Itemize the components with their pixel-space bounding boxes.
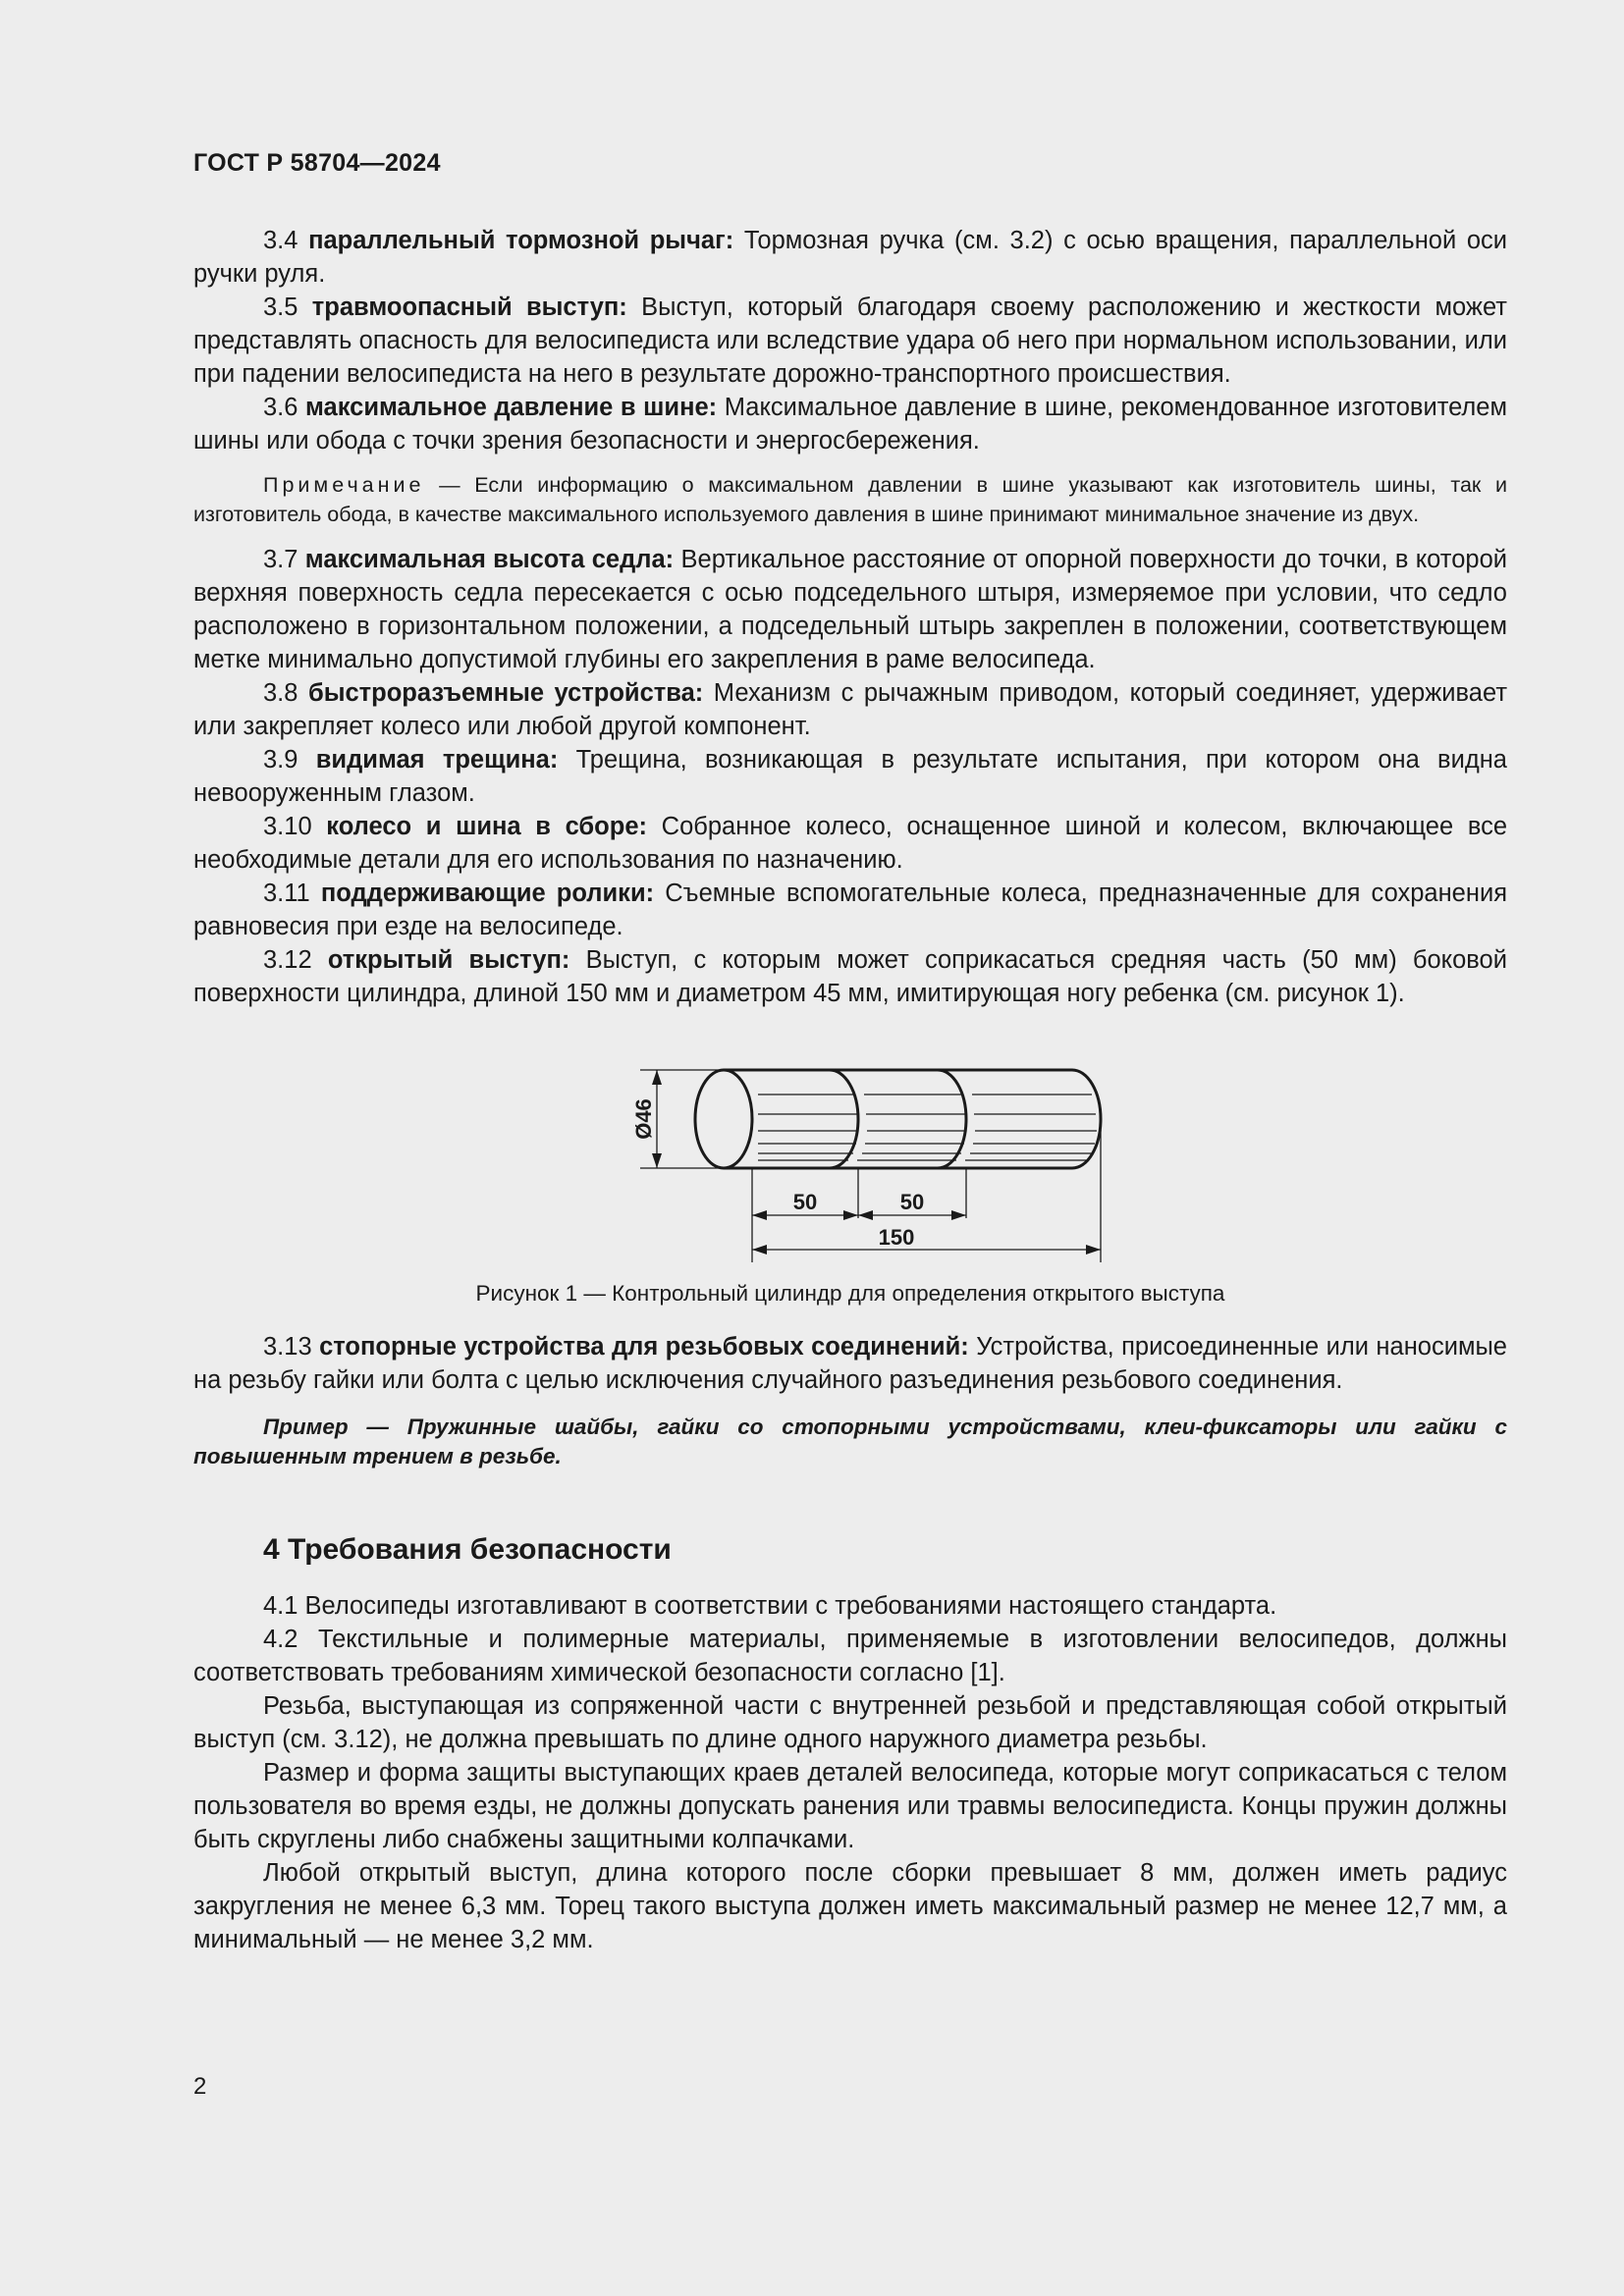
paragraph-4-2: 4.2 Текстильные и полимерные материалы, применяемые в изготовлении велосипедов, должны соответствовать требованиям химической безопасности согласно [1]. bbox=[193, 1626, 1507, 1686]
dim-diameter-label: Ø46 bbox=[631, 1098, 656, 1140]
section-heading: 4 Требования безопасности bbox=[263, 1533, 672, 1566]
paragraph-thread: Резьба, выступающая из сопряженной части с внутренней резьбой и представляющая собой открытый выступ (см. 3.12), не должна превышать по длине одного наружного диаметра резьбы. bbox=[193, 1692, 1507, 1753]
paragraph-4-1: 4.1 Велосипеды изготавливают в соответствии с требованиями настоящего стандарта. bbox=[263, 1592, 1277, 1620]
term: быстроразъемные устройства: bbox=[307, 679, 704, 707]
document-header: ГОСТ Р 58704—2024 bbox=[193, 149, 441, 177]
definition-3-8: 3.8 быстроразъемные устройства: Механизм с рычажным приводом, который соединяет, удерживает или закрепляет колесо или любой другой компонент. bbox=[193, 679, 1508, 740]
term: травмоопасный выступ: bbox=[311, 294, 627, 321]
definition-3-9: 3.9 видимая трещина: Трещина, возникающая в результате испытания, при котором она видна невооруженным глазом. bbox=[193, 746, 1507, 807]
definition-3-5: 3.5 травмоопасный выступ: Выступ, который благодаря своему расположению и жесткости может представлять опасность для велосипедиста или вследствие удара об него при нормальном использовании, или при падении велосипедиста на него в результате дорожно-транспортного происшествия. bbox=[193, 294, 1507, 388]
definition-3-4: 3.4 параллельный тормозной рычаг: Тормозная ручка (см. 3.2) с осью вращения, параллельной оси ручки руля. bbox=[193, 227, 1507, 288]
figure-1-cylinder bbox=[193, 1032, 1507, 1277]
definition-3-7: 3.7 максимальная высота седла: Вертикальное расстояние от опорной поверхности до точки, в которой верхняя поверхность седла пересекается с осью подседельного штыря, измеряемое при условии, что седло расположено в горизонтальном положении, а подседельный штырь закреплен в положении, соответствующем метке минимально допустимой глубины его закрепления в раме велосипеда. bbox=[193, 546, 1507, 673]
note bbox=[193, 471, 1507, 529]
dimension-arrows bbox=[652, 1070, 1101, 1255]
definition-3-11: 3.11 поддерживающие ролики: Съемные вспомогательные колеса, предназначенные для сохранения равновесия при езде на велосипеде. bbox=[193, 880, 1508, 940]
term: стопорные устройства для резьбовых соединений: bbox=[319, 1333, 969, 1361]
document-body bbox=[193, 224, 1507, 1956]
definition-3-13: 3.13 стопорные устройства для резьбовых соединений: Устройства, присоединенные или наносимые на резьбу гайки или болта с целью исключения случайного разъединения резьбового соединения. bbox=[193, 1333, 1507, 1394]
term: максимальное давление в шине: bbox=[305, 394, 718, 421]
term: открытый выступ: bbox=[327, 946, 570, 974]
dim-50-second-label: 50 bbox=[899, 1190, 925, 1214]
note-text: — Если информацию о максимальном давлении в шине указывают как изготовитель шины, так и изготовитель обода, в качестве максимального используемого давления в шине принимают минимальное значение из двух. bbox=[193, 473, 1507, 526]
term: поддерживающие ролики: bbox=[320, 880, 655, 907]
definition-3-10: 3.10 колесо и шина в сборе: Собранное колесо, оснащенное шиной и колесом, включающее все необходимые детали для его использования по назначению. bbox=[193, 813, 1508, 874]
page-number: 2 bbox=[193, 2073, 207, 2100]
cylinder-end-ellipse bbox=[695, 1070, 752, 1168]
definition-3-6: 3.6 максимальное давление в шине: Максимальное давление в шине, рекомендованное изготовителем шины или обода с точки зрения безопасности и энергосбережения. bbox=[193, 394, 1508, 454]
cylinder-shading bbox=[758, 1095, 1097, 1160]
term: максимальная высота седла: bbox=[304, 546, 675, 573]
cylinder-drawing bbox=[193, 1032, 1507, 1277]
paragraph-edges: Размер и форма защиты выступающих краев деталей велосипеда, которые могут соприкасаться с телом пользователя во время езды, не должны допускать ранения или травмы велосипедиста. Концы пружин должны быть скруглены либо снабжены защитными колпачками. bbox=[193, 1759, 1507, 1853]
figure-caption: Рисунок 1 — Контрольный цилиндр для определения открытого выступа bbox=[475, 1281, 1225, 1306]
definition-3-12: 3.12 открытый выступ: Выступ, с которым может соприкасаться средняя часть (50 мм) боковой поверхности цилиндра, длиной 150 мм и диаметром 45 мм, имитирующая ногу ребенка (см. рисунок 1). bbox=[193, 946, 1507, 1007]
term: параллельный тормозной рычаг: bbox=[308, 227, 734, 254]
term: колесо и шина в сборе: bbox=[326, 813, 648, 840]
note-label: Примечание bbox=[263, 473, 425, 497]
paragraph-protrusion: Любой открытый выступ, длина которого после сборки превышает 8 мм, должен иметь радиус закругления не менее 6,3 мм. Торец такого выступа должен иметь максимальный размер не менее 12,7 мм, а минимальный — не менее 3,2 мм. bbox=[193, 1859, 1507, 1953]
example-paragraph: Пример — Пружинные шайбы, гайки со стопорными устройствами, клеи-фиксаторы или гайки с повышенным трением в резьбе. bbox=[193, 1415, 1507, 1468]
dim-50-first-label: 50 bbox=[792, 1190, 818, 1214]
term: видимая трещина: bbox=[315, 746, 559, 774]
dim-150-label: 150 bbox=[878, 1225, 915, 1250]
